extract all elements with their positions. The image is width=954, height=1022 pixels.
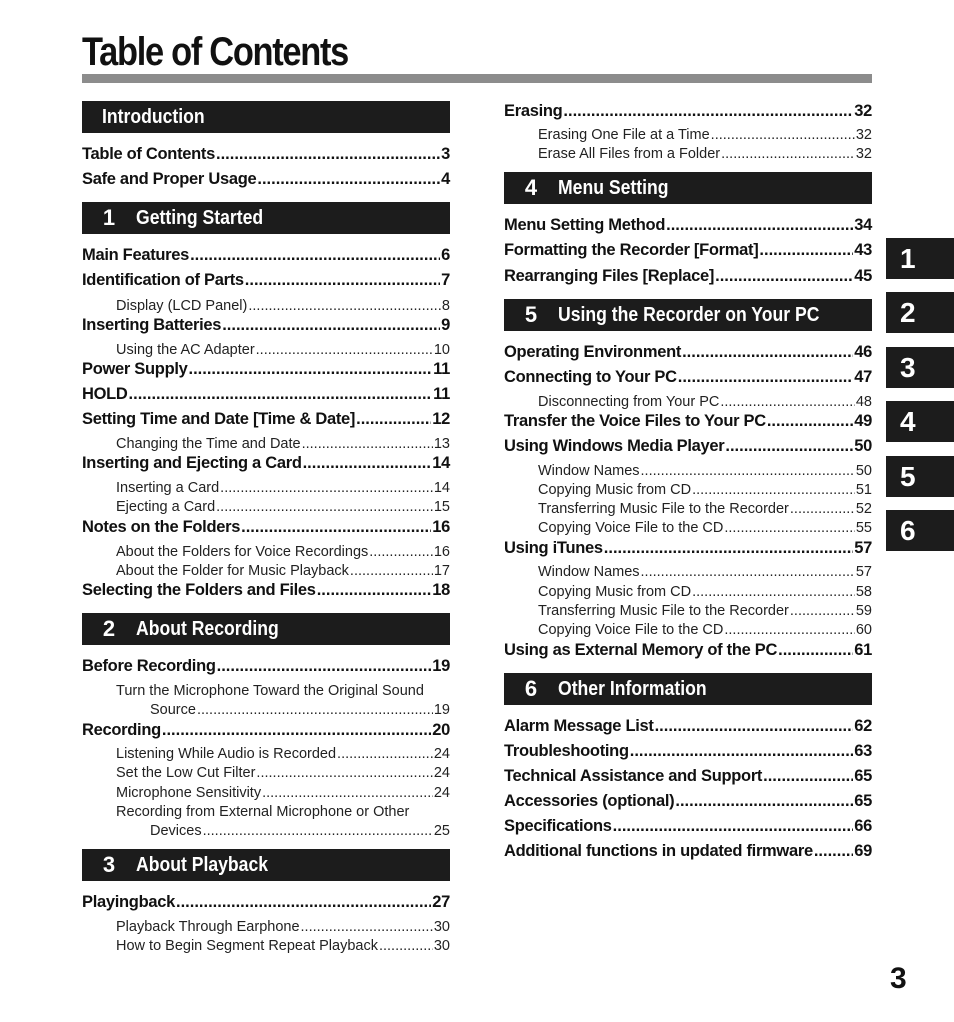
toc-subentry[interactable]: Copying Voice File to the CD ..... 60 xyxy=(538,622,872,638)
toc-entry[interactable]: Using iTunes ..... 57 xyxy=(504,539,872,558)
toc-subentry[interactable]: Copying Music from CD ..... 58 xyxy=(538,584,872,600)
toc-subentry[interactable]: Listening While Audio is Recorded ..... 24 xyxy=(116,746,450,762)
toc-subentry[interactable]: Window Names ..... 50 xyxy=(538,463,872,479)
toc-entry[interactable]: Power Supply ..... 11 xyxy=(82,360,450,379)
toc-subentry[interactable]: About the Folders for Voice Recordings ..... 16 xyxy=(116,544,450,560)
section-header-other-information xyxy=(504,673,872,705)
chapter-tab-6[interactable]: 6 xyxy=(886,510,954,551)
toc-subentry[interactable]: Disconnecting from Your PC ..... 48 xyxy=(538,394,872,410)
section-title: Introduction xyxy=(102,105,205,128)
toc-entry[interactable]: Main Features ..... 6 xyxy=(82,246,450,265)
section-header-about-playback xyxy=(82,849,450,881)
section-number: 2 xyxy=(102,616,116,641)
toc-subentry[interactable]: Microphone Sensitivity ..... 24 xyxy=(116,785,450,801)
toc-entry[interactable]: Using as External Memory of the PC ..... 61 xyxy=(504,641,872,660)
toc-subentry[interactable]: Inserting a Card ..... 14 xyxy=(116,480,450,496)
page-title: Table of Contents xyxy=(82,30,349,74)
toc-subentry[interactable]: Changing the Time and Date ..... 13 xyxy=(116,436,450,452)
toc-subentry[interactable]: Window Names ..... 57 xyxy=(538,564,872,580)
page-number: 3 xyxy=(890,962,907,995)
toc-subentry[interactable]: Turn the Microphone Toward the Original Sound xyxy=(116,683,424,699)
toc-entry[interactable]: Menu Setting Method ..... 34 xyxy=(504,216,872,235)
toc-subentry[interactable]: Copying Voice File to the CD ..... 55 xyxy=(538,520,872,536)
toc-subentry[interactable]: Transferring Music File to the Recorder ..... 59 xyxy=(538,603,872,619)
section-title: About Playback xyxy=(136,853,269,876)
toc-entry[interactable]: Playingback ..... 27 xyxy=(82,893,450,912)
toc-entry[interactable]: Connecting to Your PC ..... 47 xyxy=(504,368,872,387)
toc-subentry[interactable]: Recording from External Microphone or Other xyxy=(116,804,410,820)
toc-entry[interactable]: Table of Contents ..... 3 xyxy=(82,145,450,164)
toc-entry[interactable]: Notes on the Folders ..... 16 xyxy=(82,518,450,537)
toc-entry[interactable]: Formatting the Recorder [Format] ..... 43 xyxy=(504,241,872,260)
section-number: 4 xyxy=(524,175,538,200)
toc-subentry[interactable]: Erase All Files from a Folder ..... 32 xyxy=(538,146,872,162)
toc-entry[interactable]: Selecting the Folders and Files ..... 18 xyxy=(82,581,450,600)
section-header-menu-setting xyxy=(504,172,872,204)
chapter-tab-1[interactable]: 1 xyxy=(886,238,954,279)
toc-entry[interactable]: Erasing ..... 32 xyxy=(504,102,872,121)
chapter-tab-4[interactable]: 4 xyxy=(886,401,954,442)
toc-entry[interactable]: Transfer the Voice Files to Your PC ..... 49 xyxy=(504,412,872,431)
toc-entry[interactable]: Troubleshooting ..... 63 xyxy=(504,742,872,761)
toc-entry[interactable]: Operating Environment ..... 46 xyxy=(504,343,872,362)
toc-entry[interactable]: Inserting and Ejecting a Card ..... 14 xyxy=(82,454,450,473)
toc-subentry[interactable]: Source ..... 19 xyxy=(150,702,450,718)
section-header-introduction xyxy=(82,101,450,133)
toc-subentry[interactable]: How to Begin Segment Repeat Playback ..... 30 xyxy=(116,938,450,954)
toc-subentry[interactable]: About the Folder for Music Playback ..... 17 xyxy=(116,563,450,579)
section-number: 3 xyxy=(102,852,116,877)
toc-entry[interactable]: Before Recording ..... 19 xyxy=(82,657,450,676)
toc-subentry[interactable]: Transferring Music File to the Recorder ..... 52 xyxy=(538,501,872,517)
toc-entry[interactable]: Safe and Proper Usage ..... 4 xyxy=(82,170,450,189)
toc-subentry[interactable]: Copying Music from CD ..... 51 xyxy=(538,482,872,498)
toc-entry[interactable]: Accessories (optional) ..... 65 xyxy=(504,792,872,811)
section-header-using-recorder-on-pc xyxy=(504,299,872,331)
toc-entry[interactable]: Rearranging Files [Replace] ..... 45 xyxy=(504,267,872,286)
toc-entry[interactable]: Alarm Message List ..... 62 xyxy=(504,717,872,736)
toc-subentry[interactable]: Set the Low Cut Filter ..... 24 xyxy=(116,765,450,781)
toc-subentry[interactable]: Using the AC Adapter ..... 10 xyxy=(116,342,450,358)
toc-entry[interactable]: Specifications ..... 66 xyxy=(504,817,872,836)
chapter-tab-3[interactable]: 3 xyxy=(886,347,954,388)
chapter-tab-2[interactable]: 2 xyxy=(886,292,954,333)
toc-entry[interactable]: Identification of Parts ..... 7 xyxy=(82,271,450,290)
toc-entry[interactable]: Technical Assistance and Support ..... 65 xyxy=(504,767,872,786)
toc-entry[interactable]: HOLD ..... 11 xyxy=(82,385,450,404)
toc-subentry[interactable]: Display (LCD Panel) ..... 8 xyxy=(116,298,450,314)
toc-subentry[interactable]: Erasing One File at a Time ..... 32 xyxy=(538,127,872,143)
section-title: Other Information xyxy=(558,677,707,700)
toc-subentry[interactable]: Devices ..... 25 xyxy=(150,823,450,839)
section-title: Menu Setting xyxy=(558,176,669,199)
toc-entry[interactable]: Inserting Batteries ..... 9 xyxy=(82,316,450,335)
toc-entry[interactable]: Setting Time and Date [Time & Date] ..... 12 xyxy=(82,410,450,429)
section-header-getting-started xyxy=(82,202,450,234)
section-title: Using the Recorder on Your PC xyxy=(558,303,820,326)
toc-subentry[interactable]: Ejecting a Card ..... 15 xyxy=(116,499,450,515)
section-number: 5 xyxy=(524,302,538,327)
toc-entry[interactable]: Recording ..... 20 xyxy=(82,721,450,740)
toc-entry[interactable]: Additional functions in updated firmware ..... 69 xyxy=(504,842,872,861)
section-number: 6 xyxy=(524,676,538,701)
section-header-about-recording xyxy=(82,613,450,645)
section-title: Getting Started xyxy=(136,206,264,229)
chapter-tab-5[interactable]: 5 xyxy=(886,456,954,497)
section-title: About Recording xyxy=(136,617,279,640)
section-number: 1 xyxy=(102,205,116,230)
title-rule xyxy=(82,74,872,83)
toc-entry[interactable]: Using Windows Media Player ..... 50 xyxy=(504,437,872,456)
toc-subentry[interactable]: Playback Through Earphone ..... 30 xyxy=(116,919,450,935)
